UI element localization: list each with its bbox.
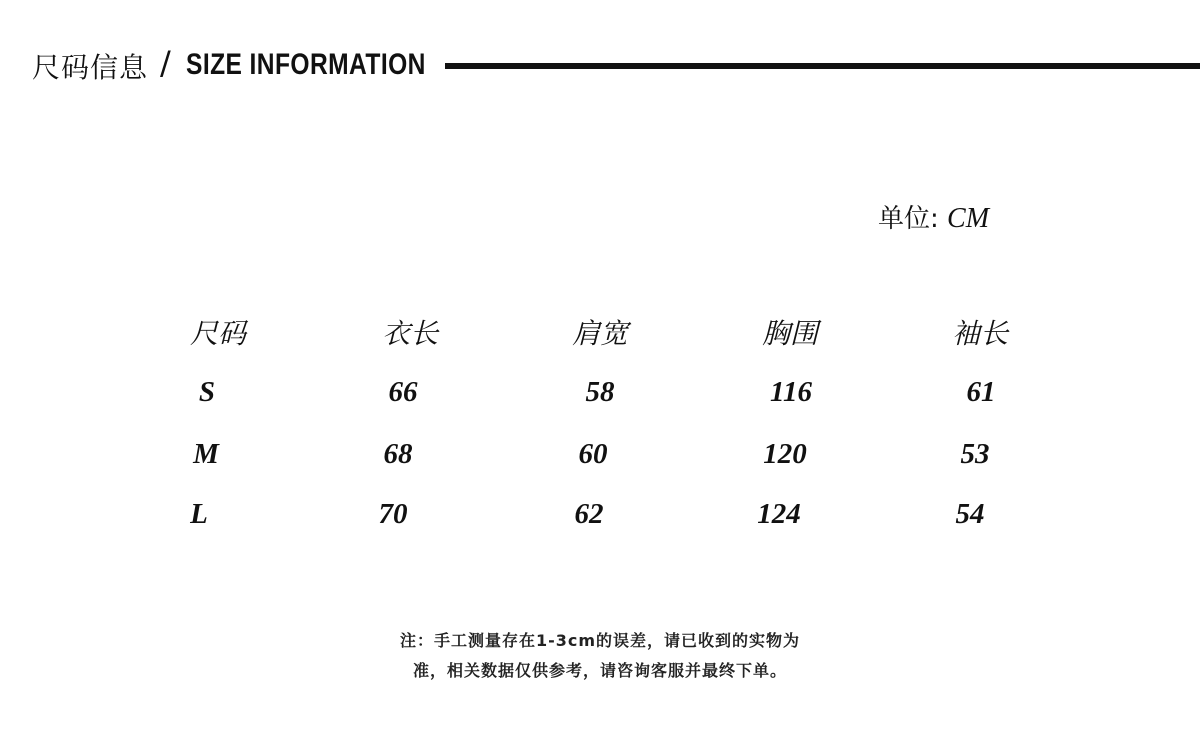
header-title-en: SIZE INFORMATION [186,48,426,81]
unit-value: CM [947,203,990,234]
row-s-size: S [198,376,216,408]
row-m-shoulder: 60 [578,438,608,470]
header-title-zh: 尺码信息 [32,51,149,84]
row-m-length: 68 [383,438,413,470]
header-chest: 胸围 [761,317,819,350]
unit-label-group [878,198,989,235]
header-sleeve: 袖长 [951,317,1009,350]
header-size: 尺码 [189,317,247,350]
note-line-2: 准，相关数据仅供参考，请咨询客服并最终下单。 [412,661,787,680]
row-l-size: L [190,498,208,530]
header-rule [445,63,1200,69]
header-shoulder: 肩宽 [571,317,629,350]
row-m-size: M [193,438,219,470]
row-l-length: 70 [378,498,408,530]
row-s-chest: 116 [770,376,812,408]
header-slash: / [160,44,171,82]
row-s-sleeve: 61 [966,376,996,408]
row-l-sleeve: 54 [955,498,985,530]
unit-label: 单位: [878,204,939,234]
row-m-sleeve: 53 [960,438,990,470]
header-length: 衣长 [381,317,439,350]
note-line-1: 注：手工测量存在1-3cm的误差，请已收到的实物为 [399,631,801,650]
row-l-chest: 124 [757,498,801,530]
row-s-length: 66 [388,376,418,408]
row-l-shoulder: 62 [574,498,604,530]
row-m-chest: 120 [763,438,807,470]
row-s-shoulder: 58 [585,376,615,408]
